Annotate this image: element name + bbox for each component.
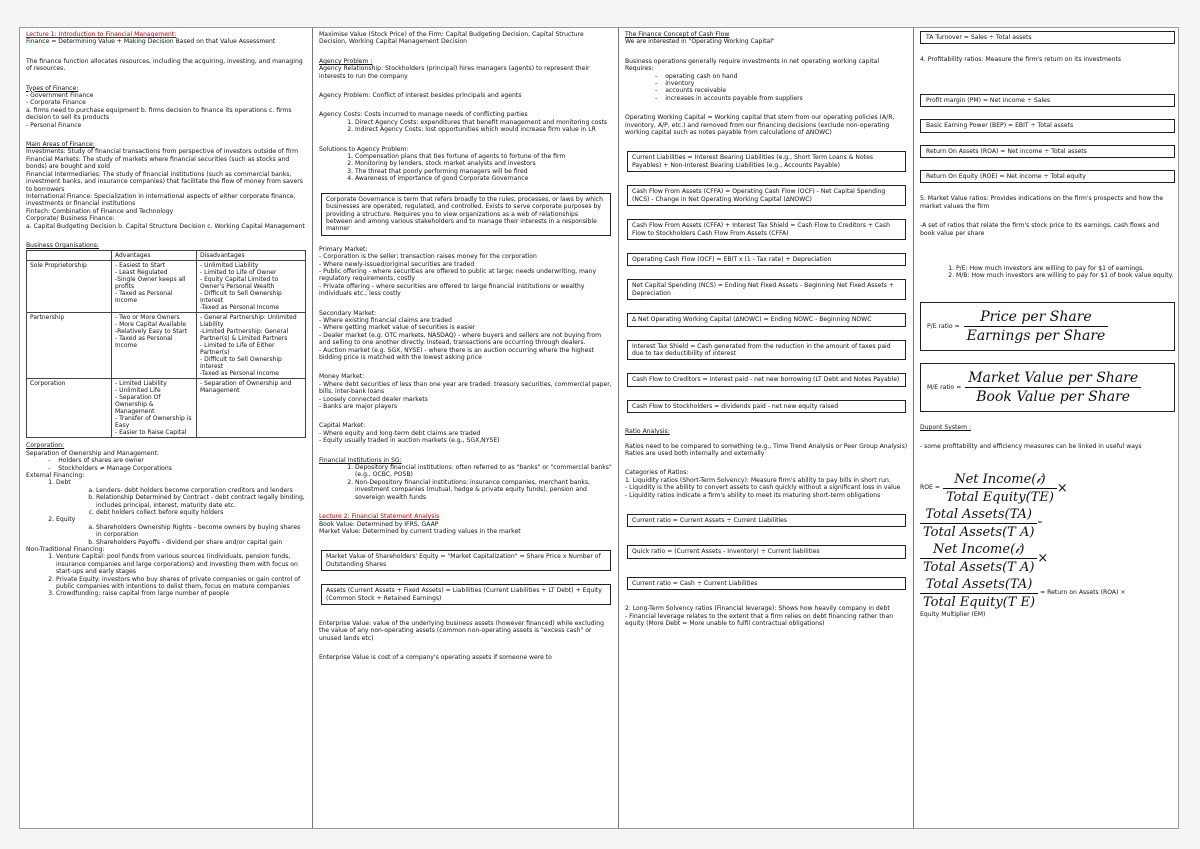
list-item: - inventory bbox=[669, 80, 908, 87]
business-operations: Business operations generally require investments in net operating working capital bbox=[625, 57, 880, 65]
ta-turnover-box: TA Turnover = Sales ÷ Total assets bbox=[920, 31, 1175, 44]
list-item: a. Lenders- debt holders become corporation creditors and lenders bbox=[96, 487, 307, 494]
table-cell: - Easiest to Start - Least Regulated -Single Owner keeps all profits - Taxed as Personal Income bbox=[112, 261, 197, 313]
table-cell: - Separation of Ownership and Management bbox=[197, 379, 306, 438]
secondary-title: Secondary Market: bbox=[319, 309, 377, 317]
list-item: 2. M/B: How much investors are willing to pay for $1 of book value equity. bbox=[956, 272, 1175, 279]
formula-box: Cash Flow From Assets (CFFA) = Operating Cash Flow (OCF) - Net Capital Spending (NCS) - Change in Net Operating Working Capital (∆NOWC) bbox=[627, 185, 906, 206]
balance-sheet-box: Assets (Current Assets + Fixed Assets) = Liabilities (Current Liabilities + LT Debt) + Equity (Common Stock + Retained Earnings) bbox=[321, 584, 611, 605]
list-item: - Stockholders ≠ Manage Corporations bbox=[62, 465, 307, 472]
table-cell: Partnership bbox=[27, 313, 112, 379]
liquidity-ratio-box: Current ratio = Cash ÷ Current Liabilities bbox=[627, 577, 906, 590]
list-item: 3. Crowdfunding: raise capital from large number of people bbox=[56, 590, 307, 597]
list-item bbox=[56, 479, 307, 516]
list-item: 1. Compensation plans that ties fortune of agents to fortune of the firm bbox=[355, 153, 613, 160]
fi-title: Financial Institutions in SG: bbox=[319, 456, 402, 464]
list-item: 2. Indirect Agency Costs: lost opportunities which would increase firm value in LR bbox=[355, 126, 613, 133]
list-item: b. Relationship Determined by Contract - debt contract legally binding, includes principal, interest, maturity date etc. bbox=[96, 494, 307, 509]
secondary-item: - Where existing financial claims are traded bbox=[319, 316, 452, 324]
types-item: - Government Finance bbox=[26, 92, 94, 100]
types-item: - Personal Finance bbox=[26, 121, 82, 129]
list-item: - increases in accounts payable from suppliers bbox=[669, 95, 908, 102]
equals-symbol: = bbox=[1037, 519, 1043, 527]
profit-ratio-box: Profit margin (PM) = Net income ÷ Sales bbox=[920, 94, 1175, 107]
liquidity-ratio-box: Quick ratio = (Current Assets - Inventory) ÷ Current liabilities bbox=[627, 545, 906, 558]
column-2 bbox=[313, 28, 619, 829]
formula-box: Interest Tax Shield = Cash generated from the reduction in the amount of taxes paid due to tax deductibility of interest bbox=[627, 340, 906, 361]
category-item: - Liquidity is the ability to convert assets to cash quickly without a significant loss in value bbox=[625, 484, 901, 492]
biz-title: Business Organisations: bbox=[26, 241, 99, 249]
types-item: - Corporate Finance bbox=[26, 99, 86, 107]
formula-box: Current Liabilities = Interest Bearing Liabilities (e.g., Short Term Loans & Notes Payables) + Non-Interest Bearing Liabilities (e.g., Accounts Payable) bbox=[627, 151, 906, 172]
table-header-cell: Disadvantages bbox=[197, 251, 306, 261]
pe-ratio-formula bbox=[920, 302, 1175, 351]
list-item: a. Shareholders Ownership Rights - become owners by buying shares in corporation bbox=[96, 524, 307, 539]
list-item: 2. Monitoring by lenders, stock market analysts and investors bbox=[355, 160, 613, 167]
formula-box: Cash Flow to Stockholders = dividends paid - net new equity raised bbox=[627, 400, 906, 413]
finance-definition: Finance = Determining Value + Making Decision Based on that Value Assessment bbox=[26, 38, 276, 46]
em-fraction bbox=[920, 576, 1038, 611]
mb-numerator: Market Value per Share bbox=[965, 369, 1141, 388]
list-item: 2. Private Equity: investors who buy shares of private companies or gain control of public companies with intentions to delist them, focus on mature companies bbox=[56, 576, 307, 591]
ni-denominator: Total Assets(T A) bbox=[923, 559, 1035, 575]
times-symbol: × bbox=[1037, 550, 1049, 566]
pe-denominator: Earnings per Share bbox=[966, 327, 1106, 344]
roe-label: ROE = bbox=[920, 484, 940, 492]
areas-title: Main Areas of Finance: bbox=[26, 141, 95, 149]
table-cell: - Two or More Owners - More Capital Available -Relatively Easy to Start - Taxed as Personal Income bbox=[112, 313, 197, 379]
ta-fraction bbox=[920, 506, 1037, 541]
list-item: - Holders of shares are owner bbox=[62, 457, 307, 464]
non-traditional-financing: Non-Traditional Financing: bbox=[26, 546, 105, 554]
table-row bbox=[27, 313, 306, 379]
solutions-title: Solutions to Agency Problem: bbox=[319, 145, 409, 153]
corp-separation: Separation of Ownership and Management: bbox=[26, 449, 159, 457]
market-cap-box: Market Value of Shareholders' Equity = "Market Capitalization" = Share Price x Number of Outstanding Shares bbox=[321, 550, 611, 571]
enterprise-value: Enterprise Value: value of the underlying business assets (however financed) while excluding the value of any non-operating assets (common non-operating assets is "excess cash" or unused lands etc) bbox=[319, 619, 605, 642]
column-1 bbox=[20, 28, 313, 829]
ta-ratio-formula bbox=[920, 506, 1175, 541]
agency-problem: Agency Problem: Conflict of interest besides principals and agents bbox=[319, 92, 522, 100]
requires-label: Requires: bbox=[625, 65, 654, 73]
finance-function: The finance function allocates resources, including the acquiring, investing, and managing of resources. bbox=[26, 57, 303, 73]
profit-ratio-box: Basic Earning Power (BEP) = EBIT ÷ Total assets bbox=[920, 119, 1175, 132]
table-header-cell: Advantages bbox=[112, 251, 197, 261]
area-item: Financial Intermediaries: The study of financial institutions (such as commercial banks, investment banks, and insurance companies) that facilitate the flow of money from savers to borrowers bbox=[26, 170, 303, 193]
corp-title: Corporation: bbox=[26, 442, 65, 450]
agency-costs: Agency Costs: Costs incurred to manage needs of conflicting parties bbox=[319, 111, 528, 119]
debt-label: Debt bbox=[56, 479, 71, 487]
area-item: International Finance: Specialization in international aspects of either corporate finance, investments or financial institutions bbox=[26, 192, 296, 208]
categories-title: Categories of Ratios: bbox=[625, 469, 689, 477]
ni-ratio-formula bbox=[920, 541, 1175, 576]
secondary-item: - Auction market (e.g. SGX, NYSE) - where there is an auction occurring where the highest bidding price is matched with the lowest asking price bbox=[319, 346, 594, 361]
area-item: a. Capital Budgeting Decision b. Capital Structure Decision c. Working Capital Management bbox=[26, 222, 305, 230]
mb-fraction bbox=[965, 369, 1141, 406]
ni-fraction bbox=[920, 541, 1037, 576]
profit-ratio-box: Return On Equity (ROE) = Net income ÷ Total equity bbox=[920, 170, 1175, 183]
primary-item: - Public offering - where securities are offered to public at large; needs underwriting, many regulatory requirements, costly bbox=[319, 267, 597, 283]
table-cell: Corporation bbox=[27, 379, 112, 438]
governance-box: Corporate Governance is term that refers broadly to the rules, processes, or laws by which businesses are operated, regulated, and controlled. Exists to serve corporate purposes by providing a structure. Requires you to view organizations as a web of relationships between and among various stakeholders and to manage their interests in a responsible manner bbox=[321, 193, 611, 236]
roe-denominator: Total Equity(TE) bbox=[945, 489, 1054, 505]
primary-item: - Where newly-issued/original securities are traded bbox=[319, 260, 475, 268]
list-item: 2. Non-Depository financial institutions: insurance companies, merchant banks, investment companies (mutual, hedge & private equity funds), pension and sovereign wealth funds bbox=[355, 479, 613, 501]
secondary-item: - Where getting market value of securities is easier bbox=[319, 324, 476, 332]
list-item: 3. The threat that poorly performing managers will be fired bbox=[355, 168, 613, 175]
roe-formula bbox=[920, 471, 1175, 506]
formula-box: ∆ Net Operating Working Capital (∆NOWC) = Ending NOWC - Beginning NOWC bbox=[627, 313, 906, 326]
list-item: b. Shareholders Payoffs - dividend per share and/or capital gain bbox=[96, 539, 307, 546]
external-financing: External Financing: bbox=[26, 471, 85, 479]
ta-denominator: Total Assets(T A) bbox=[923, 524, 1035, 540]
em-denominator: Total Equity(T E) bbox=[923, 594, 1036, 610]
dupont-text: - some profitability and efficiency measures can be linked in useful ways bbox=[920, 443, 1142, 451]
agency-relationship: Agency Relationship: Stockholders (principal) hires managers (agents) to represent their interests to run the company bbox=[319, 65, 590, 80]
table-row bbox=[27, 379, 306, 438]
table-cell: - Unlimited Liability - Limited to Life of Owner - Equity Capital Limited to Owner's Personal Wealth - Difficult to Sell Ownership Interest -Taxed as Personal Income bbox=[197, 261, 306, 313]
ni-numerator: Net Income(𝒾) bbox=[920, 541, 1037, 559]
list-item: 1. Venture Capital: pool funds from various sources (individuals, pension funds, insurance companies and large corporations) and investing them with focus on start-ups and early stages bbox=[56, 553, 307, 575]
equity-multiplier-label: Equity Multiplier (EM) bbox=[920, 610, 986, 618]
list-item: - operating cash on hand bbox=[669, 73, 908, 80]
document-page bbox=[19, 27, 1179, 829]
liquidity-ratio-box: Current ratio = Current Assets ÷ Current Liabilities bbox=[627, 514, 906, 527]
area-item: Fintech: Combination of Finance and Technology bbox=[26, 207, 174, 215]
cash-flow-subtitle: We are interested in "Operating Working Capital" bbox=[625, 38, 775, 46]
types-item: a. firms need to purchase equipment b. firms decision to finance its operations c. firms decision to sell its products bbox=[26, 106, 292, 122]
pe-numerator: Price per Share bbox=[964, 308, 1109, 327]
operating-working-capital: Operating Working Capital = Working capital that stem from our operating policies (A/R, inventory, A/P, etc.) and removed from our financing decisions (exclude non-operating working capital such as notes payable from calculations of ∆NOWC) bbox=[625, 114, 895, 137]
ratio-analysis-text: Ratios need to be compared to something (e.g., Time Trend Analysis or Peer Group Analysis) Ratios are used both internally and externally bbox=[625, 442, 908, 457]
roe-fraction bbox=[943, 471, 1057, 506]
solvency-item: - Financial leverage relates to the extent that a firm relies on debt financing rather than equity (More Debt = More unable to fulfil contractual obligations) bbox=[625, 612, 894, 628]
agency-title: Agency Problem : bbox=[319, 57, 373, 65]
profit-ratio-box: Return On Assets (ROA) = Net income ÷ Total assets bbox=[920, 145, 1175, 158]
em-numerator: Total Assets(TA) bbox=[920, 576, 1038, 594]
roe-numerator: Net Income(𝒾) bbox=[943, 471, 1057, 489]
roa-text: = Return on Assets (ROA) × bbox=[1040, 589, 1126, 597]
mb-ratio-formula bbox=[920, 363, 1175, 412]
list-item: 1. Depository financial institutions: often referred to as "banks" or "commercial banks" (e.g., OCBC, POSB) bbox=[355, 464, 613, 479]
formula-box: Operating Cash Flow (OCF) = EBIT x (1 - Tax rate) + Depreciation bbox=[627, 253, 906, 266]
market-value-set: -A set of ratios that relate the firm's stock price to its earnings, cash flows and book value per share bbox=[920, 222, 1160, 237]
table-cell: - General Partnership: Unlimited Liability -Limited Partnership: General Partner(s) & Limited Partners - Limited to Life of Either Partner(s) - Difficult to Sell Ownership Interest -Taxed as Personal Income bbox=[197, 313, 306, 379]
list-item: 1. Direct Agency Costs: expenditures that benefit management and monitoring costs bbox=[355, 119, 613, 126]
category-item: - Liquidity ratios indicate a firm's ability to meet its maturing short-term obligations bbox=[625, 491, 881, 499]
enterprise-value-cost: Enterprise Value is cost of a company's operating assets if someone were to bbox=[319, 654, 552, 662]
column-3 bbox=[619, 28, 914, 829]
mb-label: M/E ratio = bbox=[927, 383, 962, 391]
capital-item: - Equity usually traded in auction markets (e.g., SGX,NYSE) bbox=[319, 437, 500, 445]
business-organisations-table bbox=[26, 250, 306, 438]
list-item: 1. P/E: How much investors are willing to pay for $1 of earnings. bbox=[956, 265, 1175, 272]
table-header-row bbox=[27, 251, 306, 261]
pe-label: P/E ratio = bbox=[927, 322, 960, 330]
ta-numerator: Total Assets(TA) bbox=[920, 506, 1037, 524]
money-item: - Loosely connected dealer markets bbox=[319, 395, 428, 403]
list-item bbox=[56, 516, 307, 546]
maximise-value: Maximise Value (Stock Price) of the Firm: Capital Budgeting Decision, Capital Structure Decision, Working Capital Management Decision bbox=[319, 31, 584, 46]
types-title: Types of Finance: bbox=[26, 84, 79, 92]
dupont-title: Dupont System : bbox=[920, 423, 972, 431]
secondary-item: - Dealer market (e.g. OTC markets, NASDAQ) - where buyers and sellers are not buying from and selling to one another directly. Instead, transactions are occurring through dealers. bbox=[319, 331, 602, 347]
primary-item: - Private offering - where securities are offered to large financial institutions or wealthy individuals etc.; less costly bbox=[319, 282, 585, 298]
formula-box: Net Capital Spending (NCS) = Ending Net Fixed Assets - Beginning Net Fixed Assets + Depreciation bbox=[627, 279, 906, 300]
table-header-cell bbox=[27, 251, 112, 261]
equity-label: Equity bbox=[56, 516, 76, 524]
table-row bbox=[27, 261, 306, 313]
pe-fraction bbox=[964, 308, 1109, 345]
table-cell: Sole Proprietorship bbox=[27, 261, 112, 313]
area-item: Corporate/ Business Finance: bbox=[26, 215, 115, 223]
primary-item: - Corporation is the seller; transaction raises money for the corporation bbox=[319, 253, 537, 261]
column-4 bbox=[914, 28, 1179, 829]
times-symbol: × bbox=[1056, 480, 1068, 496]
em-ratio-formula bbox=[920, 576, 1175, 611]
mb-denominator: Book Value per Share bbox=[976, 388, 1131, 405]
primary-title: Primary Market: bbox=[319, 245, 368, 253]
money-title: Money Market: bbox=[319, 373, 365, 381]
list-item: c. debt holders collect before equity holders bbox=[96, 509, 307, 516]
table-cell: - Limited Liability - Unlimited Life - Separation Of Ownership & Management - Transfer of Ownership is Easy - Easier to Raise Capital bbox=[112, 379, 197, 438]
cash-flow-title: The Finance Concept of Cash Flow bbox=[625, 31, 730, 38]
capital-title: Capital Market: bbox=[319, 422, 366, 430]
money-item: - Banks are major players bbox=[319, 403, 398, 411]
solvency-item: 2. Long-Term Solvency ratios (Financial leverage): Shows how heavily company in debt bbox=[625, 605, 890, 613]
money-item: - Where debt securities of less than one year are traded: treasury securities, commercial paper, bills, inter-bank loans bbox=[319, 380, 612, 396]
formula-box: Cash Flow From Assets (CFFA) + Interest Tax Shield = Cash Flow to Creditors + Cash Flow to Stockholders Cash Flow From Assets (CFFA) bbox=[627, 219, 906, 240]
book-value: Book Value: Determined by IFRS, GAAP bbox=[319, 520, 439, 528]
capital-item: - Where equity and long-term debt claims are traded bbox=[319, 429, 481, 437]
category-item: 1. Liquidity ratios (Short-Term Solvency): Measure firm's ability to pay bills in short run. bbox=[625, 476, 891, 484]
profitability-title: 4. Profitability ratios: Measure the firm's return on its investments bbox=[920, 56, 1122, 64]
list-item: 4. Awareness of importance of good Corporate Governance bbox=[355, 175, 613, 182]
area-item: Financial Markets: The study of markets where financial securities (such as stocks and bonds) are bought and sold bbox=[26, 155, 290, 171]
formula-box: Cash Flow to Creditors = interest paid - net new borrowing (LT Debt and Notes Payable) bbox=[627, 373, 906, 386]
ratio-analysis-title: Ratio Analysis: bbox=[625, 428, 670, 436]
lecture1-title: Lecture 1: Introduction to Financial Management: bbox=[26, 31, 177, 38]
area-item: Investments: Study of financial transactions from perspective of investors outside of firm bbox=[26, 148, 299, 156]
market-value-title: 5. Market Value ratios: Provides indications on the firm's prospects and how the market values the firm bbox=[920, 195, 1164, 210]
list-item: - accounts receivable bbox=[669, 87, 908, 94]
market-value: Market Value: Determined by current trading values in the market bbox=[319, 527, 521, 535]
lecture2-title: Lecture 2: Financial Statement Analysis bbox=[319, 513, 440, 521]
